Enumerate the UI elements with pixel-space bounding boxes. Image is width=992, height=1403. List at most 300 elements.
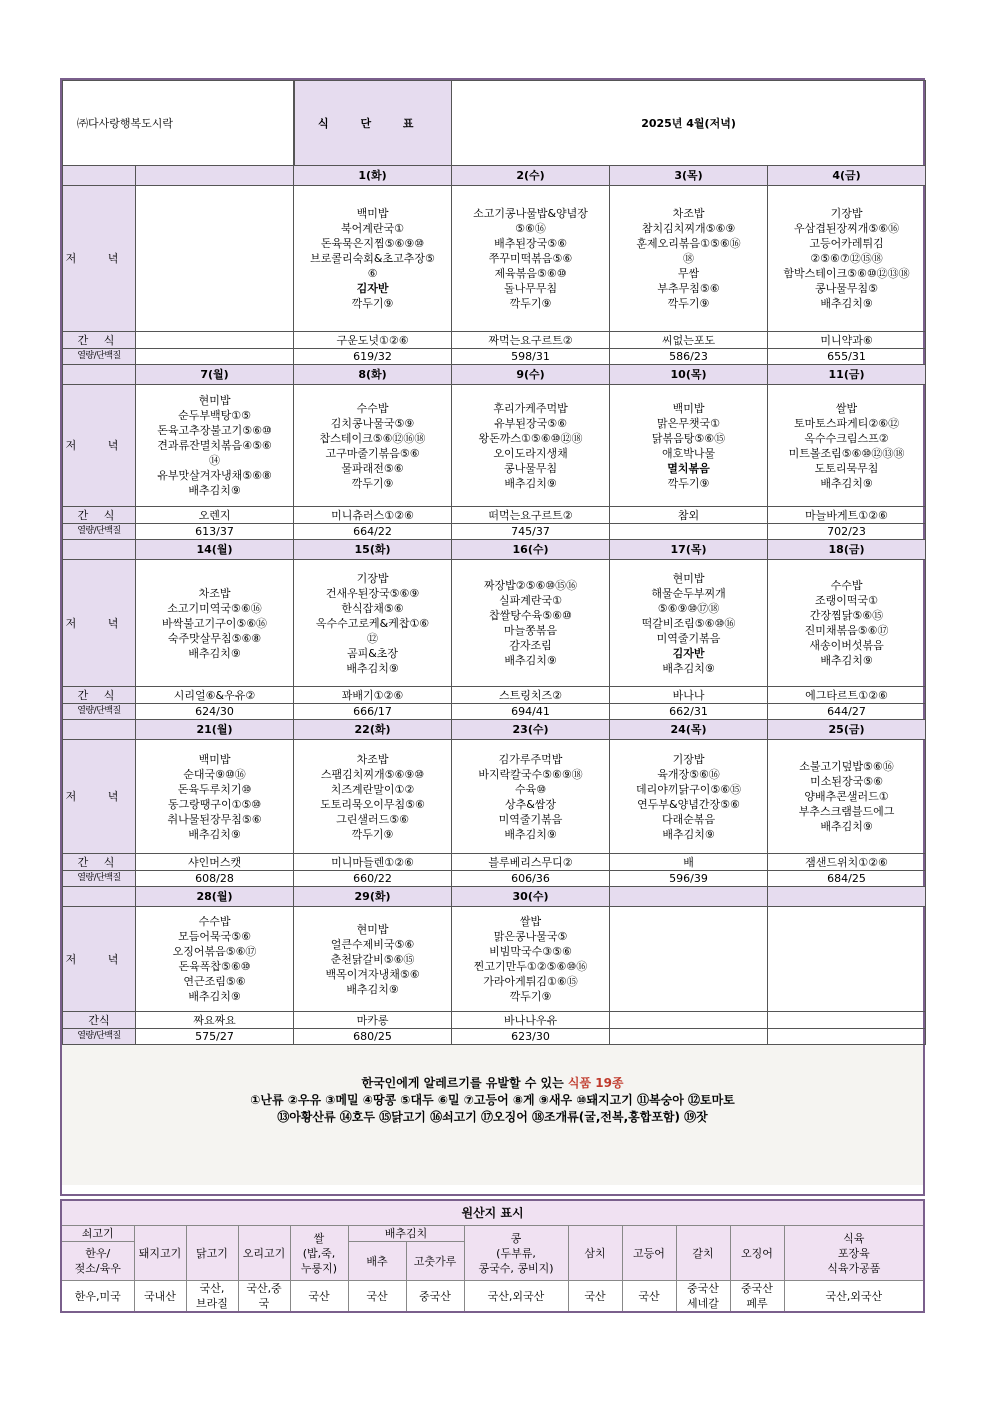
day-header: 10(목) xyxy=(610,365,768,385)
origin-value-mackerel: 국산 xyxy=(622,1281,676,1313)
menu-item: 조랭이떡국① xyxy=(815,594,879,607)
menu-item: 고등어카레튀김 xyxy=(809,237,884,250)
menu-item: 훈제오리볶음①⑤⑥⑯ xyxy=(636,237,741,250)
snack-cell: 바나나 xyxy=(610,687,768,704)
menu-item: 현미밥 xyxy=(356,922,389,936)
menu-item: 돈육묵은지찜⑤⑥⑨⑩ xyxy=(320,237,425,250)
dinner-menu-cell xyxy=(136,740,294,854)
origin-value-pork: 국내산 xyxy=(134,1281,186,1313)
origin-beef-sub-l1: 한우/ xyxy=(85,1247,111,1260)
menu-item: 김가루주먹밥 xyxy=(498,752,563,766)
dinner-menu-cell xyxy=(452,385,610,507)
snack-cell: 스트링치즈② xyxy=(452,687,610,704)
origin-meat-l2: 포장육 xyxy=(837,1246,870,1260)
origin-saury: 삼치 xyxy=(568,1226,622,1281)
origin-beef: 쇠고기 xyxy=(61,1226,134,1242)
menu-item: 백미밥 xyxy=(356,207,389,220)
origin-beef-sub xyxy=(61,1242,134,1281)
nutrition-row xyxy=(63,524,926,540)
dinner-menu-cell xyxy=(610,740,768,854)
origin-value-squid-l2: 페루 xyxy=(746,1297,768,1310)
menu-item: 돌나무무침 xyxy=(503,282,558,295)
menu-item: 브로콜리숙회&초고추장⑤ xyxy=(310,252,435,265)
nutrition-cell: 655/31 xyxy=(768,349,926,365)
week-day-row xyxy=(63,166,926,186)
origin-chicken: 닭고기 xyxy=(186,1226,238,1281)
origin-kimchi: 배추김치 xyxy=(348,1226,464,1242)
snack-cell: 시리얼⑥&우유② xyxy=(136,687,294,704)
day-header: 7(월) xyxy=(136,365,294,385)
menu-item: 감자조림 xyxy=(509,639,552,652)
allergy-count: 식품 19종 xyxy=(567,1076,624,1090)
dinner-menu-cell xyxy=(610,560,768,687)
menu-item: 왕돈까스①⑤⑥⑩⑫⑱ xyxy=(478,431,583,445)
menu-item: 다래순볶음 xyxy=(661,812,716,826)
dinner-menu-cell xyxy=(452,907,610,1012)
menu-item: 배추김치⑨ xyxy=(504,827,557,841)
origin-value-chicken-l1: 국산, xyxy=(199,1282,225,1295)
snack-cell xyxy=(768,1012,926,1029)
origin-value-squid xyxy=(730,1281,784,1313)
menu-item: 미소된장국⑤⑥ xyxy=(810,775,883,788)
snack-cell: 샤인머스캣 xyxy=(136,854,294,871)
day-header: 9(수) xyxy=(452,365,610,385)
menu-item: 도토리묵오이무침⑤⑥ xyxy=(320,797,425,811)
dinner-label: 저 녁 xyxy=(63,907,136,1012)
menu-item: 유부맛살겨자냉채⑤⑥⑧ xyxy=(157,469,272,482)
menu-item: 돈육폭찹⑤⑥⑩ xyxy=(178,960,251,973)
dinner-menu-cell xyxy=(768,560,926,687)
menu-item: 무쌈 xyxy=(677,267,700,280)
snack-row xyxy=(63,507,926,524)
snack-cell: 짜요짜요 xyxy=(136,1012,294,1029)
origin-value-saury: 국산 xyxy=(568,1281,622,1313)
origin-meat-l1: 식육 xyxy=(843,1231,865,1245)
snack-cell: 미니마들렌①②⑥ xyxy=(294,854,452,871)
nutrition-cell: 745/37 xyxy=(452,524,610,540)
menu-item: 건새우된장국⑤⑥⑨ xyxy=(325,586,420,600)
menu-item: 연근조림⑤⑥ xyxy=(183,975,246,988)
menu-item: ②⑤⑥⑦⑫⑮⑱ xyxy=(810,252,883,265)
origin-chili: 고춧가루 xyxy=(406,1242,464,1281)
origin-rice-l2: (밥,죽, xyxy=(302,1246,336,1260)
origin-value-chicken xyxy=(186,1281,238,1313)
origin-bean-l2: (두부류, xyxy=(496,1246,536,1260)
company-name: ㈜다사랑행복도시락 xyxy=(63,81,294,166)
nutrition-row xyxy=(63,871,926,887)
menu-item: 데리야끼닭구이⑤⑥⑮ xyxy=(635,782,742,796)
day-header: 18(금) xyxy=(768,540,926,560)
nutrition-cell: 702/23 xyxy=(768,524,926,540)
nutrition-row xyxy=(63,1029,926,1045)
dinner-menu-cell xyxy=(294,907,452,1012)
menu-item: 기장밥 xyxy=(356,571,389,585)
menu-item: 오이도라지생채 xyxy=(493,446,568,460)
menu-item: 짜장밥②⑤⑥⑩⑮⑯ xyxy=(483,579,578,592)
menu-item: 백목이겨자냉채⑤⑥ xyxy=(325,967,420,981)
menu-item: 배추김치⑨ xyxy=(346,661,399,675)
snack-cell: 마카롱 xyxy=(294,1012,452,1029)
menu-item: 맑은콩나물국⑤ xyxy=(493,930,568,943)
menu-item: 배추김치⑨ xyxy=(188,990,241,1003)
origin-value-duck-l1: 국산,중 xyxy=(246,1282,282,1295)
origin-duck: 오리고기 xyxy=(238,1226,290,1281)
dinner-row xyxy=(63,560,926,687)
day-header: 14(월) xyxy=(136,540,294,560)
nutrition-cell: 662/31 xyxy=(610,704,768,720)
menu-item: 배추김치⑨ xyxy=(346,982,399,996)
day-header: 25(금) xyxy=(768,720,926,740)
nutrition-cell xyxy=(768,1029,926,1045)
origin-value-duck-l2: 국 xyxy=(258,1297,270,1310)
menu-item: 찹쌀탕수육⑤⑥⑩ xyxy=(489,609,572,622)
menu-item: 떡갈비조림⑤⑥⑩⑯ xyxy=(641,616,736,630)
nutrition-cell: 680/25 xyxy=(294,1029,452,1045)
menu-item: 육개장⑤⑥⑯ xyxy=(657,767,720,781)
day-header: 21(월) xyxy=(136,720,294,740)
menu-item: 찹스테이크⑤⑥⑫⑯⑱ xyxy=(319,431,426,445)
menu-sheet xyxy=(60,78,925,1196)
snack-cell: 참외 xyxy=(610,507,768,524)
menu-item: 미역줄기볶음 xyxy=(656,631,721,645)
snack-cell: 블루베리스무디② xyxy=(452,854,610,871)
menu-item: ⑫ xyxy=(367,631,379,645)
day-header: 28(월) xyxy=(136,887,294,907)
dinner-menu-cell xyxy=(610,186,768,332)
menu-item: 찐고기만두①②⑤⑥⑩⑯ xyxy=(473,960,588,973)
origin-value-rice: 국산 xyxy=(290,1281,348,1313)
day-header: 8(화) xyxy=(294,365,452,385)
nutrition-row xyxy=(63,349,926,365)
dinner-row xyxy=(63,186,926,332)
nutrition-cell: 644/27 xyxy=(768,704,926,720)
nutrition-cell: 664/22 xyxy=(294,524,452,540)
dinner-menu-cell xyxy=(452,560,610,687)
menu-item: 수수밥 xyxy=(830,579,863,592)
origin-value-hairtail-l2: 세네갈 xyxy=(687,1297,719,1310)
menu-item: ⑤⑥⑯ xyxy=(515,222,546,235)
week-day-row xyxy=(63,887,926,907)
menu-item: 부추스크램블드에그 xyxy=(798,805,895,818)
snack-cell xyxy=(136,332,294,349)
day-header: 23(수) xyxy=(452,720,610,740)
dinner-menu-cell xyxy=(294,740,452,854)
day-header xyxy=(768,887,926,907)
menu-item: 모듬어묵국⑤⑥ xyxy=(178,930,251,943)
menu-item: 돈육두루치기⑩ xyxy=(177,782,252,796)
origin-beef-sub-l2: 젖소/육우 xyxy=(74,1262,121,1275)
menu-item: 북어계란국① xyxy=(341,222,405,235)
snack-label: 간 식 xyxy=(63,507,136,524)
day-header: 24(목) xyxy=(610,720,768,740)
menu-item: 김자반 xyxy=(356,282,389,295)
snack-label: 간 식 xyxy=(63,854,136,871)
menu-item: 상추&쌈장 xyxy=(504,797,557,811)
menu-item: 소불고기덮밥⑤⑥⑯ xyxy=(799,760,894,773)
allergy-heading-text: 한국인에게 알레르기를 유발할 수 있는 xyxy=(361,1076,564,1090)
nutrition-cell: 623/30 xyxy=(452,1029,610,1045)
menu-item: 배추김치⑨ xyxy=(188,646,241,660)
allergy-list-2: ⑬아황산류 ⑭호두 ⑮닭고기 ⑯쇠고기 ⑰오징어 ⑱조개류(굴,전복,홍합포함) ⑲잣 xyxy=(277,1110,708,1124)
origin-hairtail: 갈치 xyxy=(676,1226,730,1281)
menu-item: 맑은무챗국① xyxy=(657,416,721,430)
menu-item: 연두부&양념간장⑤⑥ xyxy=(637,797,740,811)
nutrition-cell: 619/32 xyxy=(294,349,452,365)
origin-rice xyxy=(290,1226,348,1281)
menu-item: 배추김치⑨ xyxy=(820,820,873,833)
snack-cell: 배 xyxy=(610,854,768,871)
menu-item: 콩나물무침⑤ xyxy=(815,282,879,295)
origin-meat-l3: 식육가공품 xyxy=(827,1261,881,1275)
menu-item: 우삼겹된장찌개⑤⑥⑯ xyxy=(793,222,900,235)
menu-item: 숙주맛살무침⑤⑥⑧ xyxy=(167,631,262,645)
dinner-menu-cell xyxy=(136,560,294,687)
menu-item: 깍두기⑨ xyxy=(351,827,394,841)
nutrition-cell: 694/41 xyxy=(452,704,610,720)
origin-value-bean: 국산,외국산 xyxy=(464,1281,568,1313)
origin-value-hairtail-l1: 중국산 xyxy=(687,1282,719,1295)
menu-item: 비빔막국수③⑤⑥ xyxy=(489,945,572,958)
menu-item: 춘천닭갈비⑤⑥⑮ xyxy=(330,952,415,966)
dinner-menu-cell xyxy=(136,907,294,1012)
week-day-row xyxy=(63,720,926,740)
menu-item: 미트볼조림⑤⑥⑩⑫⑬⑱ xyxy=(788,446,905,460)
menu-item: 제육볶음⑤⑥⑩ xyxy=(494,267,567,280)
origin-rice-l3: 누룽지) xyxy=(300,1261,338,1275)
origin-value-squid-l1: 중국산 xyxy=(741,1282,773,1295)
menu-item: 쌀밥 xyxy=(519,915,542,928)
dinner-label: 저 녁 xyxy=(63,740,136,854)
week-day-row xyxy=(63,365,926,385)
menu-item: 유부된장국⑤⑥ xyxy=(494,416,567,430)
day-header: 11(금) xyxy=(768,365,926,385)
nutrition-cell: 660/22 xyxy=(294,871,452,887)
dinner-row xyxy=(63,385,926,507)
day-row-label xyxy=(63,166,136,186)
snack-cell: 미니츄러스①②⑥ xyxy=(294,507,452,524)
menu-item: 닭볶음탕⑤⑥⑮ xyxy=(651,431,726,445)
menu-item: 순대국⑨⑩⑯ xyxy=(183,767,246,781)
menu-item: 소고기콩나물밥&양념장 xyxy=(473,207,588,220)
dinner-menu-cell xyxy=(294,385,452,507)
snack-cell xyxy=(610,1012,768,1029)
dinner-menu-cell xyxy=(452,740,610,854)
day-row-label xyxy=(63,720,136,740)
menu-item: 실파계란국① xyxy=(499,594,563,607)
dinner-row xyxy=(63,740,926,854)
snack-cell: 떠먹는요구르트② xyxy=(452,507,610,524)
origin-rice-l1: 쌀 xyxy=(313,1231,325,1245)
menu-item: 애호박나물 xyxy=(661,446,716,460)
origin-table xyxy=(60,1199,925,1313)
day-header: 16(수) xyxy=(452,540,610,560)
origin-value-chili: 중국산 xyxy=(406,1281,464,1313)
menu-item: 김치콩나물국⑤⑨ xyxy=(330,416,415,430)
menu-item: 깍두기⑨ xyxy=(667,476,710,490)
origin-bean-l3: 콩국수, 콩비지) xyxy=(478,1261,554,1275)
day-header: 4(금) xyxy=(768,166,926,186)
menu-item: 기장밥 xyxy=(672,752,705,766)
origin-pork: 돼지고기 xyxy=(134,1226,186,1281)
snack-row xyxy=(63,1012,926,1029)
dinner-menu-cell xyxy=(136,385,294,507)
snack-cell: 꽈배기①②⑥ xyxy=(294,687,452,704)
allergy-list-1: ①난류 ②우유 ③메밀 ④땅콩 ⑤대두 ⑥밀 ⑦고등어 ⑧게 ⑨새우 ⑩돼지고기 ⑪복숭아 ⑫토마토 xyxy=(250,1093,735,1107)
nutrition-cell: 624/30 xyxy=(136,704,294,720)
dinner-label: 저 녁 xyxy=(63,560,136,687)
menu-item: 참치김치찌개⑤⑥⑨ xyxy=(641,222,736,235)
menu-item: ⑤⑥⑨⑩⑰⑱ xyxy=(657,601,720,615)
menu-item: 진미채볶음⑤⑥⑰ xyxy=(804,624,889,637)
origin-value-hairtail xyxy=(676,1281,730,1313)
menu-item: 배추김치⑨ xyxy=(504,476,557,490)
menu-item: 백미밥 xyxy=(672,401,705,415)
menu-item: 배추김치⑨ xyxy=(188,827,241,841)
week-day-row xyxy=(63,540,926,560)
origin-meat xyxy=(784,1226,924,1281)
menu-item: 오징어볶음⑤⑥⑰ xyxy=(172,945,257,958)
menu-item: 배추김치⑨ xyxy=(820,654,873,667)
menu-item: 깍두기⑨ xyxy=(509,297,552,310)
dinner-label: 저 녁 xyxy=(63,186,136,332)
nutrition-cell xyxy=(136,349,294,365)
menu-item: 배추김치⑨ xyxy=(820,476,873,490)
nutrition-label: 열량/단백질 xyxy=(63,349,136,365)
menu-item: 현미밥 xyxy=(672,571,705,585)
menu-item: 수육⑩ xyxy=(514,782,547,796)
dinner-menu-cell xyxy=(294,186,452,332)
menu-table xyxy=(62,80,926,1045)
menu-item: 깍두기⑨ xyxy=(667,297,710,310)
day-header xyxy=(136,166,294,186)
snack-cell: 마늘바게트①②⑥ xyxy=(768,507,926,524)
origin-title: 원산지 표시 xyxy=(61,1200,924,1226)
dinner-menu-cell xyxy=(768,740,926,854)
menu-item: 차조밥 xyxy=(672,207,705,220)
menu-item: 동그랑땡구이①⑤⑩ xyxy=(167,797,262,811)
menu-item: 함박스테이크⑤⑥⑩⑫⑬⑱ xyxy=(783,267,910,280)
menu-item: 얼큰수제비국⑤⑥ xyxy=(330,937,415,951)
menu-item: 가라아게튀김①⑥⑮ xyxy=(483,975,578,988)
menu-item: 물파래전⑤⑥ xyxy=(341,461,404,475)
menu-item: 토마토스파게티②⑥⑫ xyxy=(793,416,900,430)
nutrition-cell xyxy=(610,1029,768,1045)
day-header: 15(화) xyxy=(294,540,452,560)
menu-item: 깍두기⑨ xyxy=(351,297,394,310)
menu-item: 바싹불고기구이⑤⑥⑯ xyxy=(161,616,268,630)
nutrition-cell: 613/37 xyxy=(136,524,294,540)
menu-item: 옥수수크림스프② xyxy=(804,431,889,445)
nutrition-label: 열량/단백질 xyxy=(63,871,136,887)
menu-item: ⑥ xyxy=(367,267,378,280)
dinner-label: 저 녁 xyxy=(63,385,136,507)
menu-item: 배추김치⑨ xyxy=(188,484,241,497)
day-header: 1(화) xyxy=(294,166,452,186)
origin-value-cabbage: 국산 xyxy=(348,1281,406,1313)
snack-cell: 에그타르트①②⑥ xyxy=(768,687,926,704)
snack-cell: 잼샌드위치①②⑥ xyxy=(768,854,926,871)
day-header: 30(수) xyxy=(452,887,610,907)
menu-item: 간장찜닭⑤⑥⑮ xyxy=(809,609,884,622)
dinner-menu-cell xyxy=(610,907,768,1012)
nutrition-label: 열량/단백질 xyxy=(63,1029,136,1045)
nutrition-cell: 596/39 xyxy=(610,871,768,887)
origin-bean-l1: 콩 xyxy=(510,1231,522,1245)
nutrition-cell: 575/27 xyxy=(136,1029,294,1045)
menu-item: 백미밥 xyxy=(198,752,231,766)
snack-label: 간식 xyxy=(63,1012,136,1029)
nutrition-row xyxy=(63,704,926,720)
menu-item: 현미밥 xyxy=(198,394,231,407)
snack-cell: 구운도넛①②⑥ xyxy=(294,332,452,349)
snack-label: 간 식 xyxy=(63,332,136,349)
menu-item: 그린샐러드⑤⑥ xyxy=(336,812,409,826)
dinner-menu-cell xyxy=(452,186,610,332)
nutrition-cell: 608/28 xyxy=(136,871,294,887)
origin-cabbage: 배추 xyxy=(348,1242,406,1281)
menu-item: 양배추콘샐러드① xyxy=(804,790,889,803)
menu-item: 깍두기⑨ xyxy=(351,476,394,490)
dinner-menu-cell xyxy=(768,907,926,1012)
day-header: 29(화) xyxy=(294,887,452,907)
snack-row xyxy=(63,854,926,871)
day-header: 17(목) xyxy=(610,540,768,560)
menu-item: 마늘쫑볶음 xyxy=(503,624,558,637)
day-header xyxy=(610,887,768,907)
origin-bean xyxy=(464,1226,568,1281)
snack-cell: 미니약과⑥ xyxy=(768,332,926,349)
menu-item: 스팸김치찌개⑤⑥⑨⑩ xyxy=(320,767,425,781)
day-row-label xyxy=(63,887,136,907)
menu-item: 부추무침⑤⑥ xyxy=(657,282,720,295)
dinner-menu-cell xyxy=(768,186,926,332)
menu-period: 2025년 4월(저녁) xyxy=(452,81,926,166)
menu-item: 기장밥 xyxy=(830,207,863,220)
nutrition-cell: 684/25 xyxy=(768,871,926,887)
menu-item: 도토리묵무침 xyxy=(814,461,879,475)
nutrition-label: 열량/단백질 xyxy=(63,524,136,540)
dinner-menu-cell xyxy=(610,385,768,507)
origin-value-beef: 한우,미국 xyxy=(61,1281,134,1313)
dinner-menu-cell xyxy=(294,560,452,687)
day-header: 22(화) xyxy=(294,720,452,740)
day-header: 2(수) xyxy=(452,166,610,186)
menu-item: 수수밥 xyxy=(198,915,231,928)
menu-item: 취나물된장무침⑤⑥ xyxy=(167,812,262,826)
menu-item: 새송이버섯볶음 xyxy=(809,639,884,652)
menu-item: 차조밥 xyxy=(198,586,231,600)
menu-item: 곰피&초장 xyxy=(346,646,399,660)
menu-item: 소고기미역국⑤⑥⑯ xyxy=(167,601,262,615)
menu-item: 수수밥 xyxy=(356,401,389,415)
menu-item: 김자반 xyxy=(672,646,705,660)
menu-item: 고구마줄기볶음⑤⑥ xyxy=(325,446,420,460)
menu-item: 배추된장국⑤⑥ xyxy=(494,237,567,250)
nutrition-cell: 598/31 xyxy=(452,349,610,365)
menu-item: 한식잡채⑤⑥ xyxy=(341,601,404,615)
menu-item: 차조밥 xyxy=(356,752,389,766)
allergy-notice xyxy=(62,1045,923,1185)
day-row-label xyxy=(63,365,136,385)
nutrition-cell: 666/17 xyxy=(294,704,452,720)
day-header: 3(목) xyxy=(610,166,768,186)
day-row-label xyxy=(63,540,136,560)
menu-item: 후리가케주먹밥 xyxy=(493,401,568,415)
origin-squid: 오징어 xyxy=(730,1226,784,1281)
dinner-menu-cell xyxy=(136,186,294,332)
origin-value-chicken-l2: 브라질 xyxy=(196,1297,228,1310)
menu-item: 돈육고추장불고기⑤⑥⑩ xyxy=(157,424,272,437)
